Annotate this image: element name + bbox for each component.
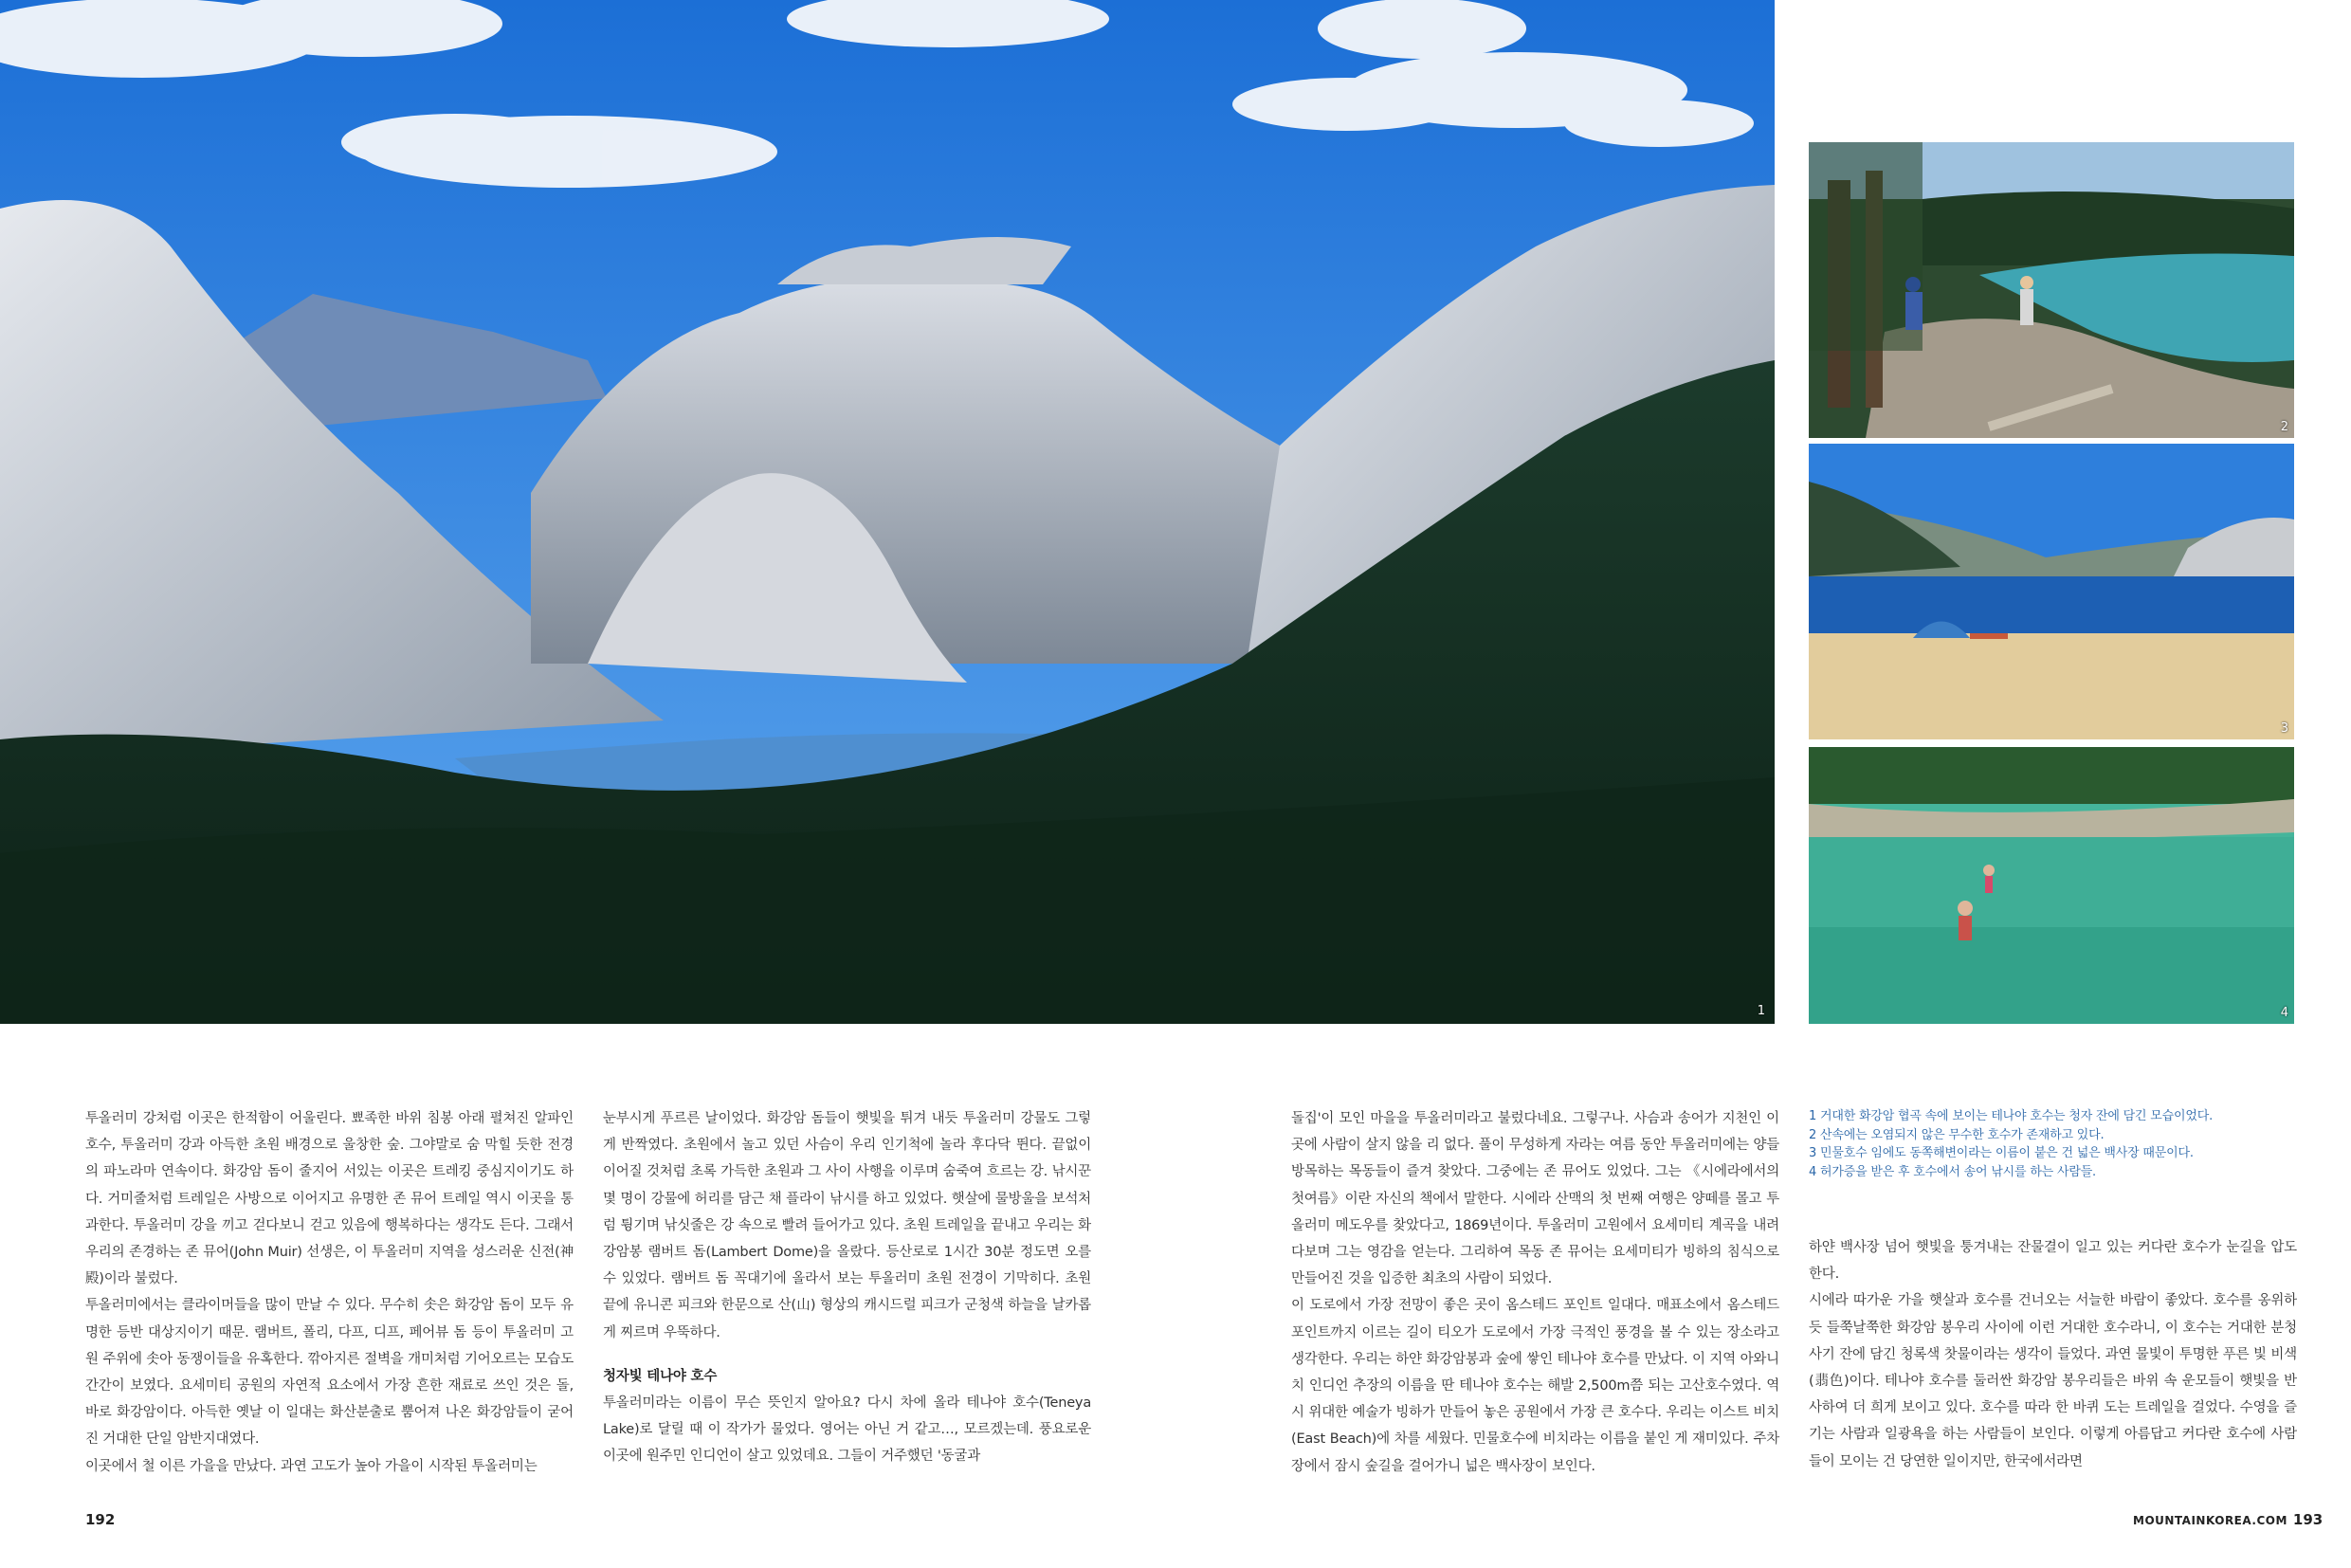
- mountain-lake-photo-icon: [0, 0, 1775, 1024]
- main-photo: [0, 0, 1775, 1024]
- photo-number: 2: [2280, 420, 2288, 434]
- section-subhead: 청자빛 테나야 호수: [603, 1368, 718, 1384]
- photo-number: 1: [1757, 1004, 1765, 1018]
- caption: 1 거대한 화강암 협곡 속에 보이는 테나야 호수는 청자 잔에 담긴 모습이었다.: [1809, 1109, 2213, 1123]
- paragraph: 하얀 백사장 넘어 햇빛을 퉁겨내는 잔물결이 일고 있는 커다란 호수가 눈길을 압도 한다.: [1809, 1240, 2297, 1283]
- text-column-3: [1291, 1105, 1779, 1480]
- lake-fishing-photo-icon: [1809, 747, 2294, 1024]
- side-photo-2: [1809, 142, 2294, 438]
- text-column-2: [603, 1105, 1091, 1470]
- paragraph: 이곳에서 철 이른 가을을 만났다. 과연 고도가 높아 가을이 시작된 투올러미는: [85, 1458, 538, 1474]
- site-name: MOUNTAINKOREA.COM: [2133, 1514, 2287, 1527]
- paragraph: 이 도로에서 가장 전망이 좋은 곳이 옴스테드 포인트 일대다. 매표소에서 옴스테드 포인트까지 이르는 길이 티오가 도로에서 가장 극적인 풍경을 볼 수 있는 장소라고 생각한다. 우리는 하얀 화강암봉과 숲에 쌓인 테나야 호수를 만났다. 이 지역 아와니치 인디언 추장의 이름을 딴 테나야 호수는 해발 2,500m쯤 되는 고산호수였다. 역시 위대한 예술가 빙하가 만들어 놓은 공원에서 가장 큰 호수다. 우리는 이스트 비치(East Beach)에 차를 세웠다. 민물호수에 비치라는 이름을 붙인 게 재미있다. 주차장에서 잠시 숲길을 걸어가니 넓은 백사장이 보인다.: [1291, 1298, 1779, 1474]
- paragraph: 투올러미라는 이름이 무슨 뜻인지 알아요? 다시 차에 올라 테나야 호수(Teneya Lake)로 달릴 때 이 작가가 물었다. 영어는 아닌 거 같고…, 모르겠는데. 풍요로운 이곳에 원주민 인디언이 살고 있었데요. 그들이 거주했던 '동굴과: [603, 1395, 1091, 1465]
- photo-number: 3: [2280, 721, 2288, 736]
- caption: 3 민물호수 임에도 동쪽해변이라는 이름이 붙은 건 넓은 백사장 때문이다.: [1809, 1146, 2194, 1160]
- page-number-left: 192: [85, 1511, 116, 1528]
- page-number-right: 193: [2292, 1511, 2324, 1528]
- page-footer-right: [2133, 1511, 2323, 1528]
- paragraph: 투올러미 강처럼 이곳은 한적함이 어울린다. 뾰족한 바위 침봉 아래 펼쳐진 알파인 호수, 투올러미 강과 아득한 초원 배경으로 울창한 숲. 그야말로 숨 막힐 듯한 전경의 파노라마 연속이다. 화강암 돔이 줄지어 서있는 이곳은 트레킹 중심지이기도 하다. 거미줄처럼 트레일은 사방으로 이어지고 유명한 존 뮤어 트레일 역시 이곳을 통과한다. 투올러미 강을 끼고 걷다보니 걷고 있음에 행복하다는 생각도 든다. 그래서 우리의 존경하는 존 뮤어(John Muir) 선생은, 이 투올러미 지역을 성스러운 신전(神殿)이라 불렀다.: [85, 1111, 574, 1287]
- text-column-4: [1809, 1234, 2297, 1475]
- photo-captions: [1809, 1107, 2340, 1181]
- side-photo-4: [1809, 747, 2294, 1024]
- paragraph: 눈부시게 푸르른 날이었다. 화강암 돔들이 햇빛을 튀겨 내듯 투올러미 강물도 그렇게 반짝였다. 초원에서 놀고 있던 사슴이 우리 인기척에 놀라 후다닥 뛴다. 끝없이 이어질 것처럼 초록 가득한 초원과 그 사이 사행을 이루며 숨죽여 흐르는 강. 낚시꾼 몇 명이 강물에 허리를 담근 채 플라이 낚시를 하고 있었다. 햇살에 물방울을 보석처럼 튕기며 낚싯줄은 강 속으로 빨려 들어가고 있다. 초원 트레일을 끝내고 우리는 화강암봉 램버트 돔(Lambert Dome)을 올랐다. 등산로로 1시간 30분 정도면 오를 수 있었다. 램버트 돔 꼭대기에 올라서 보는 투올러미 초원 전경이 기막히다. 초원 끝에 유니콘 피크와 한문으로 산(山) 형상의 캐시드럴 피크가 군청색 하늘을 날카롭게 찌르며 우뚝하다.: [603, 1111, 1091, 1340]
- beach-tent-photo-icon: [1809, 444, 2294, 739]
- text-column-1: [85, 1105, 574, 1480]
- paragraph: 시에라 따가운 가을 햇살과 호수를 건너오는 서늘한 바람이 좋았다. 호수를 옹위하듯 들쭉날쭉한 화강암 봉우리 사이에 이런 거대한 호수라니, 이 호수는 거대한 분청사기 잔에 담긴 청록색 찻물이라는 생각이 들었다. 과연 물빛이 투명한 푸른 빛 비색(翡色)이다. 테나야 호수를 둘러싼 화강암 봉우리들은 바위 속 운모들이 햇빛을 반사하여 더 희게 보이고 있다. 호수를 따라 한 바퀴 도는 트레일을 걸었다. 수영을 즐기는 사람과 일광욕을 하는 사람들이 보인다. 이렇게 아름답고 커다란 호수에 사람들이 모이는 건 당연한 일이지만, 한국에서라면: [1809, 1293, 2297, 1469]
- caption: 4 허가증을 받은 후 호수에서 송어 낚시를 하는 사람들.: [1809, 1164, 2096, 1179]
- lakeshore-hikers-photo-icon: [1809, 142, 2294, 438]
- side-photo-3: [1809, 444, 2294, 739]
- photo-number: 4: [2280, 1006, 2288, 1020]
- paragraph: 돌집'이 모인 마을을 투올러미라고 불렀다네요. 그렇구나. 사슴과 송어가 지천인 이곳에 사람이 살지 않을 리 없다. 풀이 무성하게 자라는 여름 동안 투올러미에는 양들 방목하는 목동들이 즐겨 찾았다. 그중에는 존 뮤어도 있었다. 그는 《시에라에서의 첫여름》이란 자신의 책에서 말한다. 시에라 산맥의 첫 번째 여행은 양떼를 몰고 투올러미 메도우를 찾았다고, 1869년이다. 투올러미 고원에서 요세미티 계곡을 내려다보며 그는 영감을 얻는다. 그리하여 목동 존 뮤어는 요세미티가 빙하의 침식으로 만들어진 것을 입증한 최초의 사람이 되었다.: [1291, 1111, 1779, 1287]
- caption: 2 산속에는 오염되지 않은 무수한 호수가 존재하고 있다.: [1809, 1127, 2105, 1142]
- paragraph: 투올러미에서는 클라이머들을 많이 만날 수 있다. 무수히 솟은 화강암 돔이 모두 유명한 등반 대상지이기 때문. 램버트, 폴리, 다프, 디프, 페어뷰 돔 등이 투올러미 고원 주위에 솟아 동쟁이들을 유혹한다. 깎아지른 절벽을 개미처럼 기어오르는 모습도 간간이 보였다. 요세미티 공원의 자연적 요소에서 가장 흔한 재료로 쓰인 것은 돌, 바로 화강암이다. 아득한 옛날 이 일대는 화산분출로 뿜어져 나온 화강암들이 굳어진 거대한 단일 암반지대였다.: [85, 1298, 574, 1448]
